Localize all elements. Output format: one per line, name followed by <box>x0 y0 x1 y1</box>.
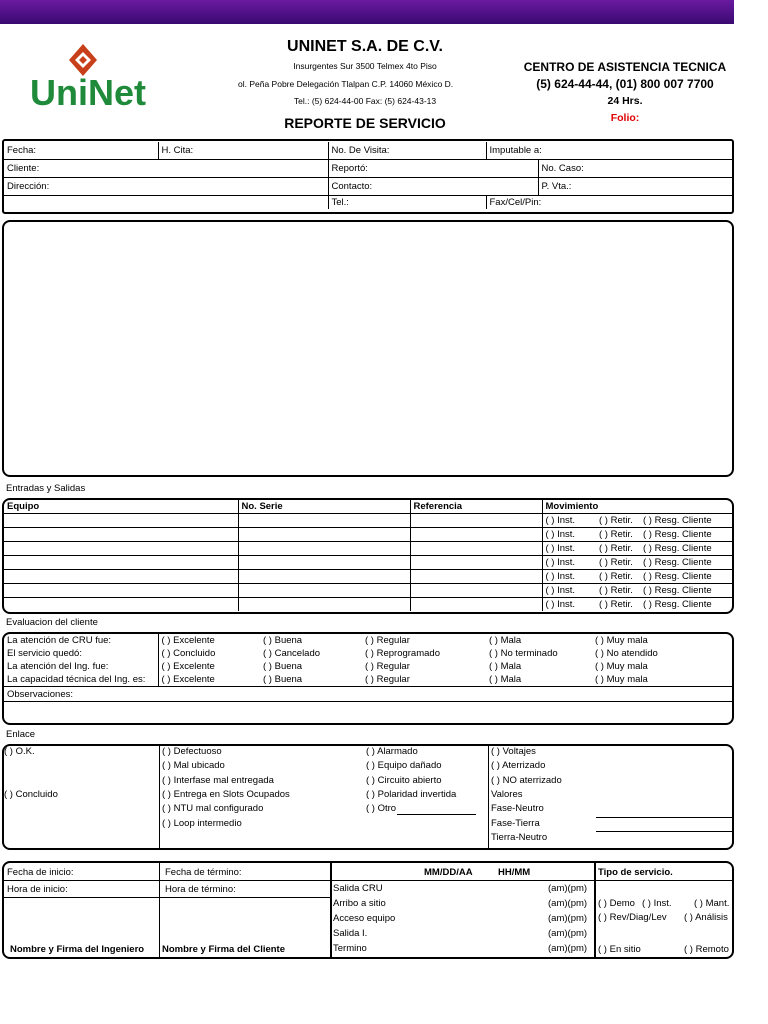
evaluacion-option[interactable]: ( ) Concluido <box>161 648 216 659</box>
referencia-cell[interactable] <box>410 598 542 612</box>
evaluacion-row <box>4 660 732 673</box>
info-table <box>4 142 732 209</box>
referencia-cell[interactable] <box>410 556 542 570</box>
mov-retir[interactable]: ( ) Retir. <box>596 584 640 598</box>
description-area[interactable] <box>2 220 734 477</box>
evaluacion-option[interactable]: ( ) Regular <box>365 635 410 646</box>
reporto-label: Reportó: <box>328 159 538 177</box>
tierra-neutro-line <box>596 831 734 832</box>
enlace-divider-2 <box>488 746 489 848</box>
table-row <box>4 542 732 556</box>
evaluacion-option[interactable]: ( ) Regular <box>365 674 410 685</box>
table-row <box>4 598 732 612</box>
col-no-serie: No. Serie <box>238 500 410 514</box>
tiempo-label: Acceso equipo <box>333 913 396 924</box>
enlace-title: Enlace <box>6 729 36 740</box>
entradas-title: Entradas y Salidas <box>6 483 86 494</box>
entradas-table <box>4 500 732 611</box>
enlace-option[interactable]: ( ) Aterrizado <box>491 760 546 772</box>
evaluacion-option[interactable]: ( ) Buena <box>263 661 303 672</box>
enlace-option[interactable]: ( ) NO aterrizado <box>491 774 562 786</box>
mov-inst[interactable]: ( ) Inst. <box>542 570 596 584</box>
evaluacion-question: El servicio quedó: <box>4 647 158 660</box>
evaluacion-option[interactable]: ( ) Excelente <box>161 674 215 685</box>
tiempo-label: Arribo a sitio <box>333 898 386 909</box>
hhmm-header: HH/MM <box>498 867 531 878</box>
mov-inst[interactable]: ( ) Inst. <box>542 514 596 528</box>
evaluacion-option[interactable]: ( ) Muy mala <box>595 661 648 672</box>
mov-retir[interactable]: ( ) Retir. <box>596 570 640 584</box>
evaluacion-option[interactable]: ( ) Excelente <box>161 635 215 646</box>
serie-cell[interactable] <box>238 598 410 612</box>
mov-inst[interactable]: ( ) Inst. <box>542 528 596 542</box>
table-row <box>4 528 732 542</box>
contacto-label: Contacto: <box>328 177 538 195</box>
evaluacion-option[interactable]: ( ) Mala <box>489 661 522 672</box>
tipo-remoto[interactable]: ( ) Remoto <box>684 944 729 955</box>
evaluacion-option[interactable]: ( ) Buena <box>263 635 303 646</box>
folio-label: Folio: <box>610 112 640 124</box>
mov-inst[interactable]: ( ) Inst. <box>542 598 596 612</box>
otro-line <box>397 814 476 815</box>
enlace-option[interactable]: ( ) Entrega en Slots Ocupados <box>162 788 290 800</box>
phone-line: Tel.: (5) 624-44-00 Fax: (5) 624-43-13 <box>293 96 437 106</box>
no-visita-label: No. De Visita: <box>328 142 486 159</box>
enlace-option[interactable]: ( ) Defectuoso <box>162 746 222 757</box>
table-row <box>4 584 732 598</box>
tipo-demo[interactable]: ( ) Demo <box>598 898 635 909</box>
center-phones: (5) 624-44-44, (01) 800 007 7700 <box>536 77 714 91</box>
tiempo-label: Salida CRU <box>333 883 383 894</box>
fecha-termino-label: Fecha de término: <box>165 867 242 878</box>
tipo-servicio-title: Tipo de servicio. <box>598 867 673 878</box>
enlace-option[interactable]: ( ) NTU mal configurado <box>162 803 264 815</box>
col-referencia: Referencia <box>410 500 542 514</box>
mov-resg[interactable]: ( ) Resg. Cliente <box>640 584 732 598</box>
referencia-cell[interactable] <box>410 584 542 598</box>
address-line-1: Insurgentes Sur 3500 Telmex 4to Piso <box>293 61 437 71</box>
evaluacion-option[interactable]: ( ) Mala <box>489 635 522 646</box>
mov-inst[interactable]: ( ) Inst. <box>542 542 596 556</box>
mmddaa-header: MM/DD/AA <box>424 867 473 878</box>
no-caso-label: No. Caso: <box>538 159 732 177</box>
evaluacion-title: Evaluacion del cliente <box>6 617 98 628</box>
mov-resg[interactable]: ( ) Resg. Cliente <box>640 570 732 584</box>
ampm-selector[interactable]: (am)(pm) <box>548 928 588 939</box>
equipo-cell[interactable] <box>4 556 238 570</box>
evaluacion-option[interactable]: ( ) Buena <box>263 674 303 685</box>
h-cita-label: H. Cita: <box>158 142 328 159</box>
evaluacion-row <box>4 647 732 660</box>
observaciones-label: Observaciones: <box>4 687 732 702</box>
serie-cell[interactable] <box>238 528 410 542</box>
top-banner <box>0 0 734 24</box>
tipo-inst[interactable]: ( ) Inst. <box>642 898 672 909</box>
evaluacion-option[interactable]: ( ) Regular <box>365 661 410 672</box>
evaluacion-option[interactable]: ( ) No atendido <box>595 648 658 659</box>
evaluacion-row <box>4 634 732 647</box>
referencia-cell[interactable] <box>410 542 542 556</box>
enlace-option[interactable]: ( ) Otro <box>366 803 397 815</box>
equipo-cell[interactable] <box>4 542 238 556</box>
serie-cell[interactable] <box>238 514 410 528</box>
evaluacion-option[interactable]: ( ) Muy mala <box>595 635 648 646</box>
enlace-option[interactable]: ( ) Mal ubicado <box>162 760 225 772</box>
enlace-ok[interactable]: ( ) O.K. <box>4 746 35 757</box>
referencia-cell[interactable] <box>410 528 542 542</box>
enlace-option[interactable]: ( ) Alarmado <box>366 746 418 757</box>
tiempo-label: Termino <box>333 943 367 954</box>
mov-retir[interactable]: ( ) Retir. <box>596 598 640 612</box>
cliente-label: Cliente: <box>4 159 328 177</box>
equipo-cell[interactable] <box>4 598 238 612</box>
tipo-analisis[interactable]: ( ) Análisis <box>684 912 728 923</box>
fax-label: Fax/Cel/Pin: <box>486 195 732 209</box>
col-equipo: Equipo <box>4 500 238 514</box>
evaluacion-row <box>4 673 732 687</box>
fecha-inicio-label: Fecha de inicio: <box>7 867 74 878</box>
enlace-option[interactable]: Fase-Tierra <box>491 817 540 829</box>
evaluacion-option[interactable]: ( ) Reprogramado <box>365 648 440 659</box>
enlace-option[interactable]: Tierra-Neutro <box>491 831 548 843</box>
table-row <box>4 514 732 528</box>
company-name: UNINET S.A. DE C.V. <box>287 38 443 55</box>
enlace-option[interactable]: ( ) Equipo dañado <box>366 760 442 772</box>
ampm-selector[interactable]: (am)(pm) <box>548 898 588 909</box>
evaluacion-option[interactable]: ( ) Cancelado <box>263 648 321 659</box>
evaluacion-option[interactable]: ( ) Muy mala <box>595 674 648 685</box>
mov-inst[interactable]: ( ) Inst. <box>542 584 596 598</box>
enlace-option[interactable]: ( ) Interfase mal entregada <box>162 774 274 786</box>
evaluacion-option[interactable]: ( ) Mala <box>489 674 522 685</box>
mov-resg[interactable]: ( ) Resg. Cliente <box>640 556 732 570</box>
serie-cell[interactable] <box>238 584 410 598</box>
center-hours: 24 Hrs. <box>607 95 643 107</box>
logo-text: UniNet <box>30 72 146 113</box>
evaluacion-option[interactable]: ( ) Excelente <box>161 661 215 672</box>
table-row <box>4 570 732 584</box>
enlace-divider-1 <box>159 746 160 848</box>
evaluacion-question: La atención del Ing. fue: <box>4 660 158 673</box>
tiempo-label: Salida I. <box>333 928 368 939</box>
tipo-en-sitio[interactable]: ( ) En sitio <box>598 944 641 955</box>
equipo-cell[interactable] <box>4 570 238 584</box>
enlace-option[interactable]: Valores <box>491 788 523 800</box>
ampm-selector[interactable]: (am)(pm) <box>548 883 588 894</box>
evaluacion-question: La capacidad técnica del Ing. es: <box>4 673 158 687</box>
hora-inicio-label: Hora de inicio: <box>7 884 68 895</box>
mov-retir[interactable]: ( ) Retir. <box>596 528 640 542</box>
serie-cell[interactable] <box>238 570 410 584</box>
serie-cell[interactable] <box>238 556 410 570</box>
mov-retir[interactable]: ( ) Retir. <box>596 514 640 528</box>
mov-resg[interactable]: ( ) Resg. Cliente <box>640 528 732 542</box>
firma-ingeniero: Nombre y Firma del Ingeniero <box>10 944 145 955</box>
serie-cell[interactable] <box>238 542 410 556</box>
ampm-selector[interactable]: (am)(pm) <box>548 943 588 954</box>
enlace-option[interactable]: ( ) Loop intermedio <box>162 817 242 829</box>
direccion-label: Dirección: <box>4 177 328 195</box>
evaluacion-table <box>4 634 732 717</box>
address-line-2: ol. Peña Pobre Delegación Tlalpan C.P. 14060 México D. <box>238 79 454 89</box>
fase-tierra-line <box>596 817 734 818</box>
p-vta-label: P. Vta.: <box>538 177 732 195</box>
mov-retir[interactable]: ( ) Retir. <box>596 556 640 570</box>
referencia-cell[interactable] <box>410 570 542 584</box>
evaluacion-option[interactable]: ( ) No terminado <box>489 648 558 659</box>
mov-inst[interactable]: ( ) Inst. <box>542 556 596 570</box>
ampm-selector[interactable]: (am)(pm) <box>548 913 588 924</box>
equipo-cell[interactable] <box>4 514 238 528</box>
tipo-rev[interactable]: ( ) Rev/Diag/Lev <box>598 912 667 923</box>
fecha-label: Fecha: <box>4 142 158 159</box>
mov-retir[interactable]: ( ) Retir. <box>596 542 640 556</box>
tel-label: Tel.: <box>328 195 486 209</box>
enlace-option[interactable]: Fase-Neutro <box>491 803 544 815</box>
observaciones-field[interactable] <box>4 702 732 717</box>
report-title: REPORTE DE SERVICIO <box>284 115 446 131</box>
hora-termino-label: Hora de término: <box>165 884 236 895</box>
table-row <box>4 556 732 570</box>
enlace-option[interactable]: ( ) Circuito abierto <box>366 774 442 786</box>
referencia-cell[interactable] <box>410 514 542 528</box>
evaluacion-question: La atención de CRU fue: <box>4 634 158 647</box>
firma-cliente: Nombre y Firma del Cliente <box>162 944 286 955</box>
enlace-option[interactable]: ( ) Voltajes <box>491 746 536 757</box>
mov-resg[interactable]: ( ) Resg. Cliente <box>640 542 732 556</box>
imputable-label: Imputable a: <box>489 144 542 156</box>
equipo-cell[interactable] <box>4 528 238 542</box>
equipo-cell[interactable] <box>4 584 238 598</box>
enlace-option[interactable]: ( ) Polaridad invertida <box>366 788 457 800</box>
enlace-concluido[interactable]: ( ) Concluido <box>4 789 58 800</box>
col-movimiento: Movimiento <box>545 501 599 512</box>
center-title: CENTRO DE ASISTENCIA TECNICA <box>523 60 727 74</box>
tipo-mant[interactable]: ( ) Mant. <box>694 898 730 909</box>
mov-resg[interactable]: ( ) Resg. Cliente <box>640 514 732 528</box>
mov-resg[interactable]: ( ) Resg. Cliente <box>640 598 732 612</box>
